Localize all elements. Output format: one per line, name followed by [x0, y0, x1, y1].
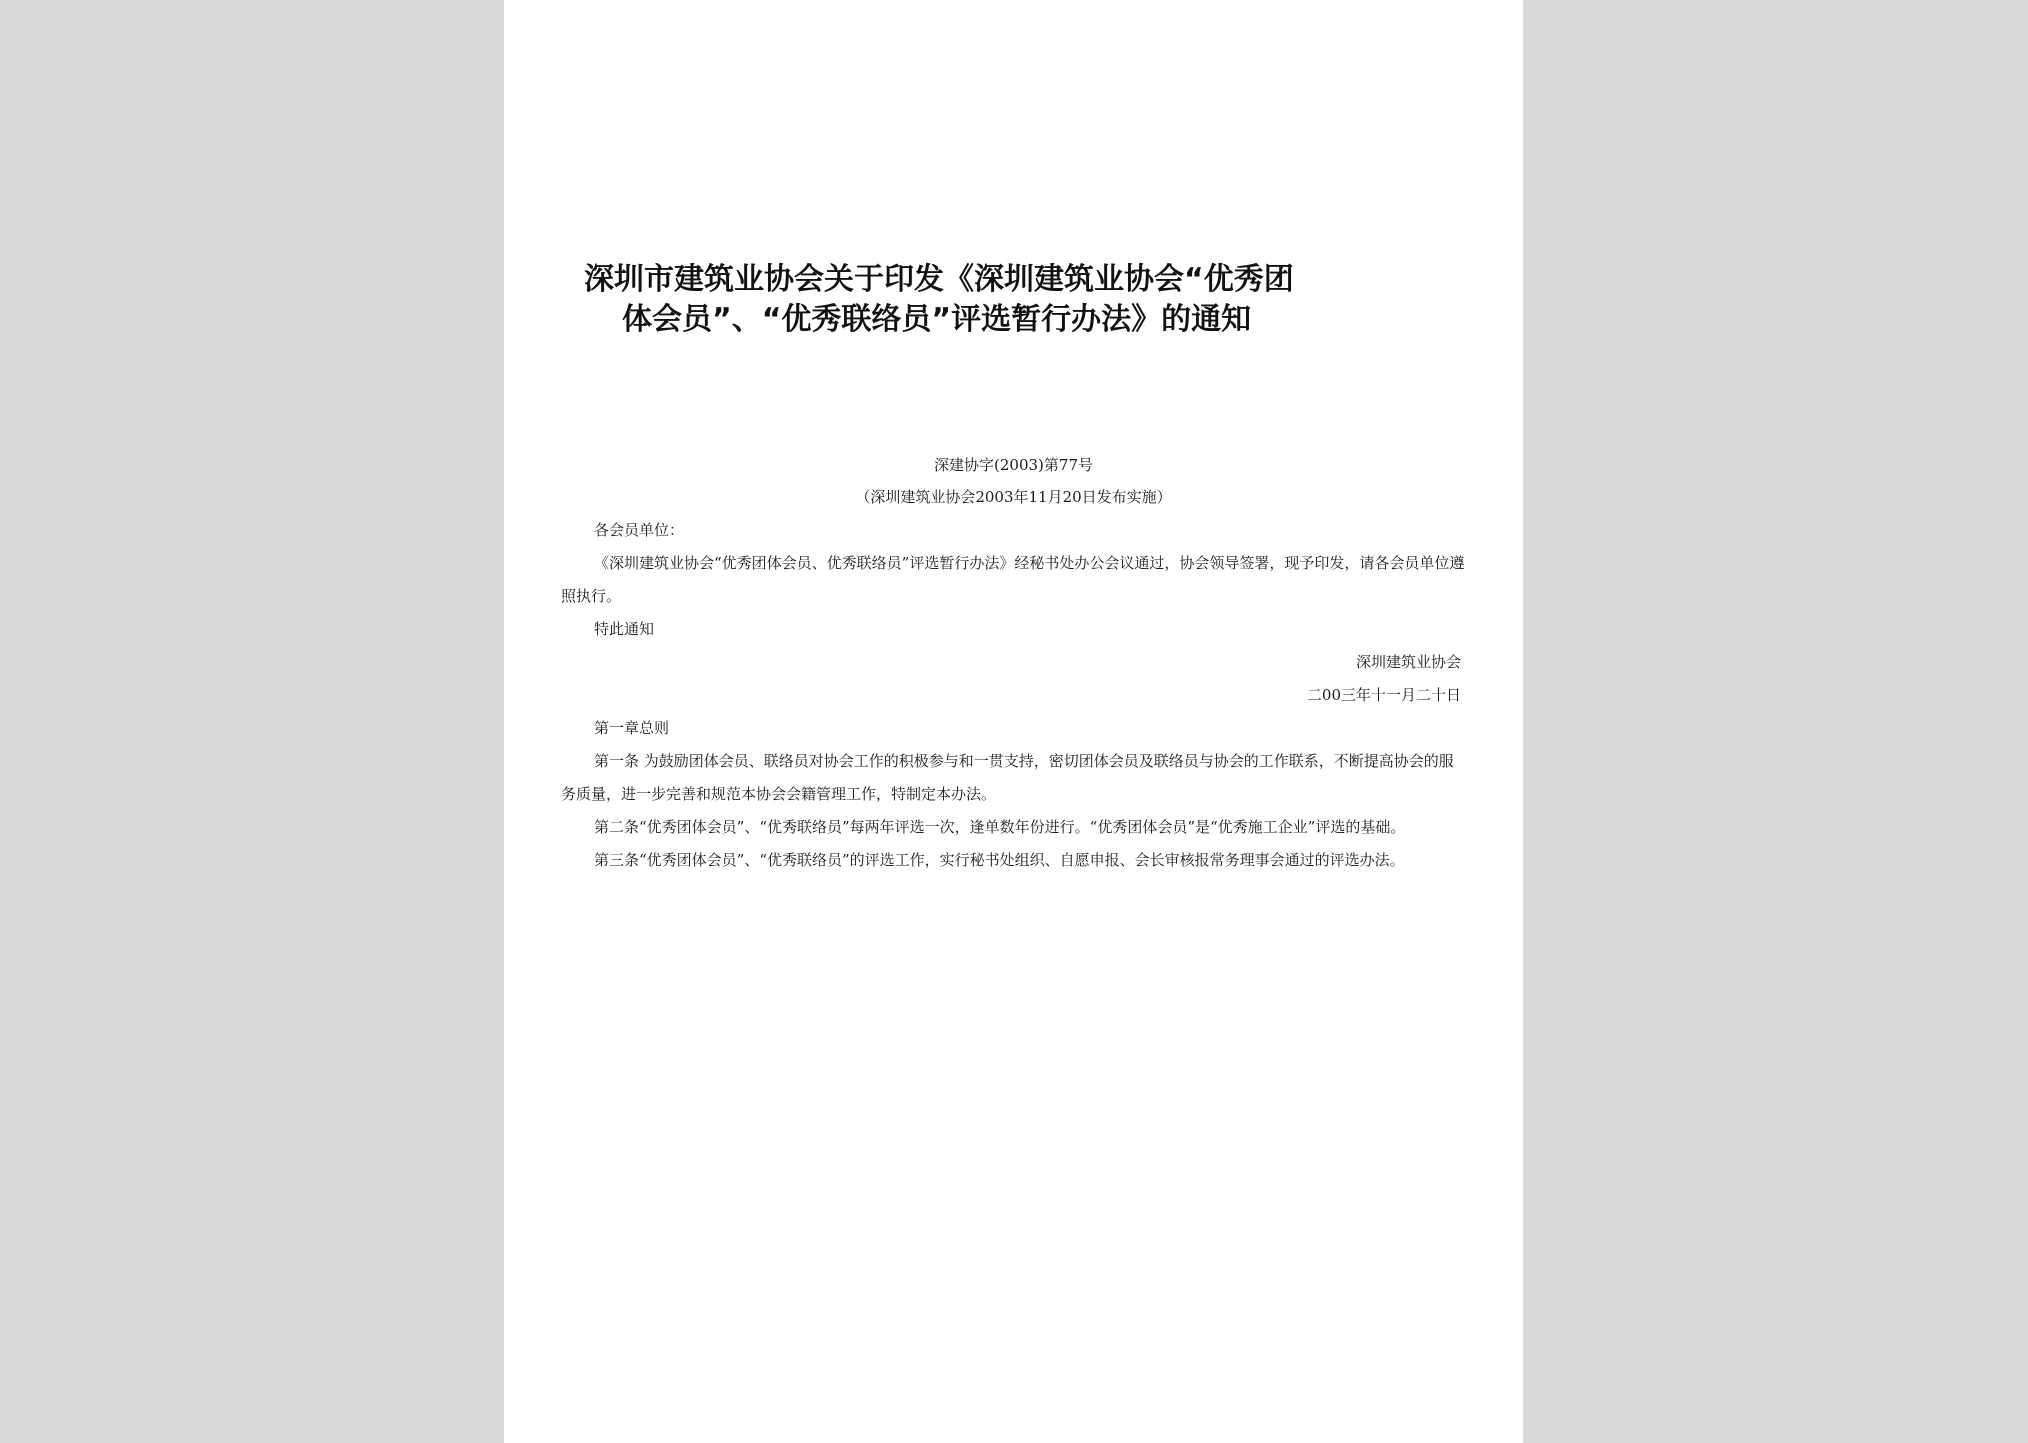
title-line-2: 体会员”、“优秀联络员”评选暂行办法》的通知	[622, 302, 1252, 337]
signature-date: 二00三年十一月二十日	[1306, 686, 1461, 704]
signatory: 深圳建筑业协会	[1355, 653, 1461, 671]
closing-line: 特此通知	[594, 620, 655, 638]
article-1: 第一条 为鼓励团体会员、联络员对协会工作的积极参与和一贯支持，密切团体会员及联络员与协会的工作联系，不断提高协会的服务质量，进一步完善和规范本协会会籍管理工作，特制定本办法。	[561, 752, 1454, 803]
document-number: 深建协字(2003)第77号	[934, 456, 1093, 474]
article-2: 第二条“优秀团体会员”、“优秀联络员”每两年评选一次，逢单数年份进行。“优秀团体会员”是“优秀施工企业”评选的基础。	[594, 818, 1406, 836]
notice-body	[561, 514, 1467, 877]
document-title	[584, 260, 1464, 340]
notice-paragraph: 《深圳建筑业协会“优秀团体会员、优秀联络员”评选暂行办法》经秘书处办公会议通过，协会领导签署，现予印发，请各会员单位遵照执行。	[561, 554, 1465, 605]
chapter-heading: 第一章总则	[594, 719, 670, 737]
title-line-1: 深圳市建筑业协会关于印发《深圳建筑业协会“优秀团	[584, 262, 1294, 297]
issued-note: （深圳建筑业协会2003年11月20日发布实施）	[855, 488, 1172, 506]
article-3: 第三条“优秀团体会员”、“优秀联络员”的评选工作，实行秘书处组织、自愿申报、会长审核报常务理事会通过的评选办法。	[594, 851, 1405, 869]
document-page	[504, 0, 1523, 1443]
salutation: 各会员单位：	[594, 521, 685, 539]
